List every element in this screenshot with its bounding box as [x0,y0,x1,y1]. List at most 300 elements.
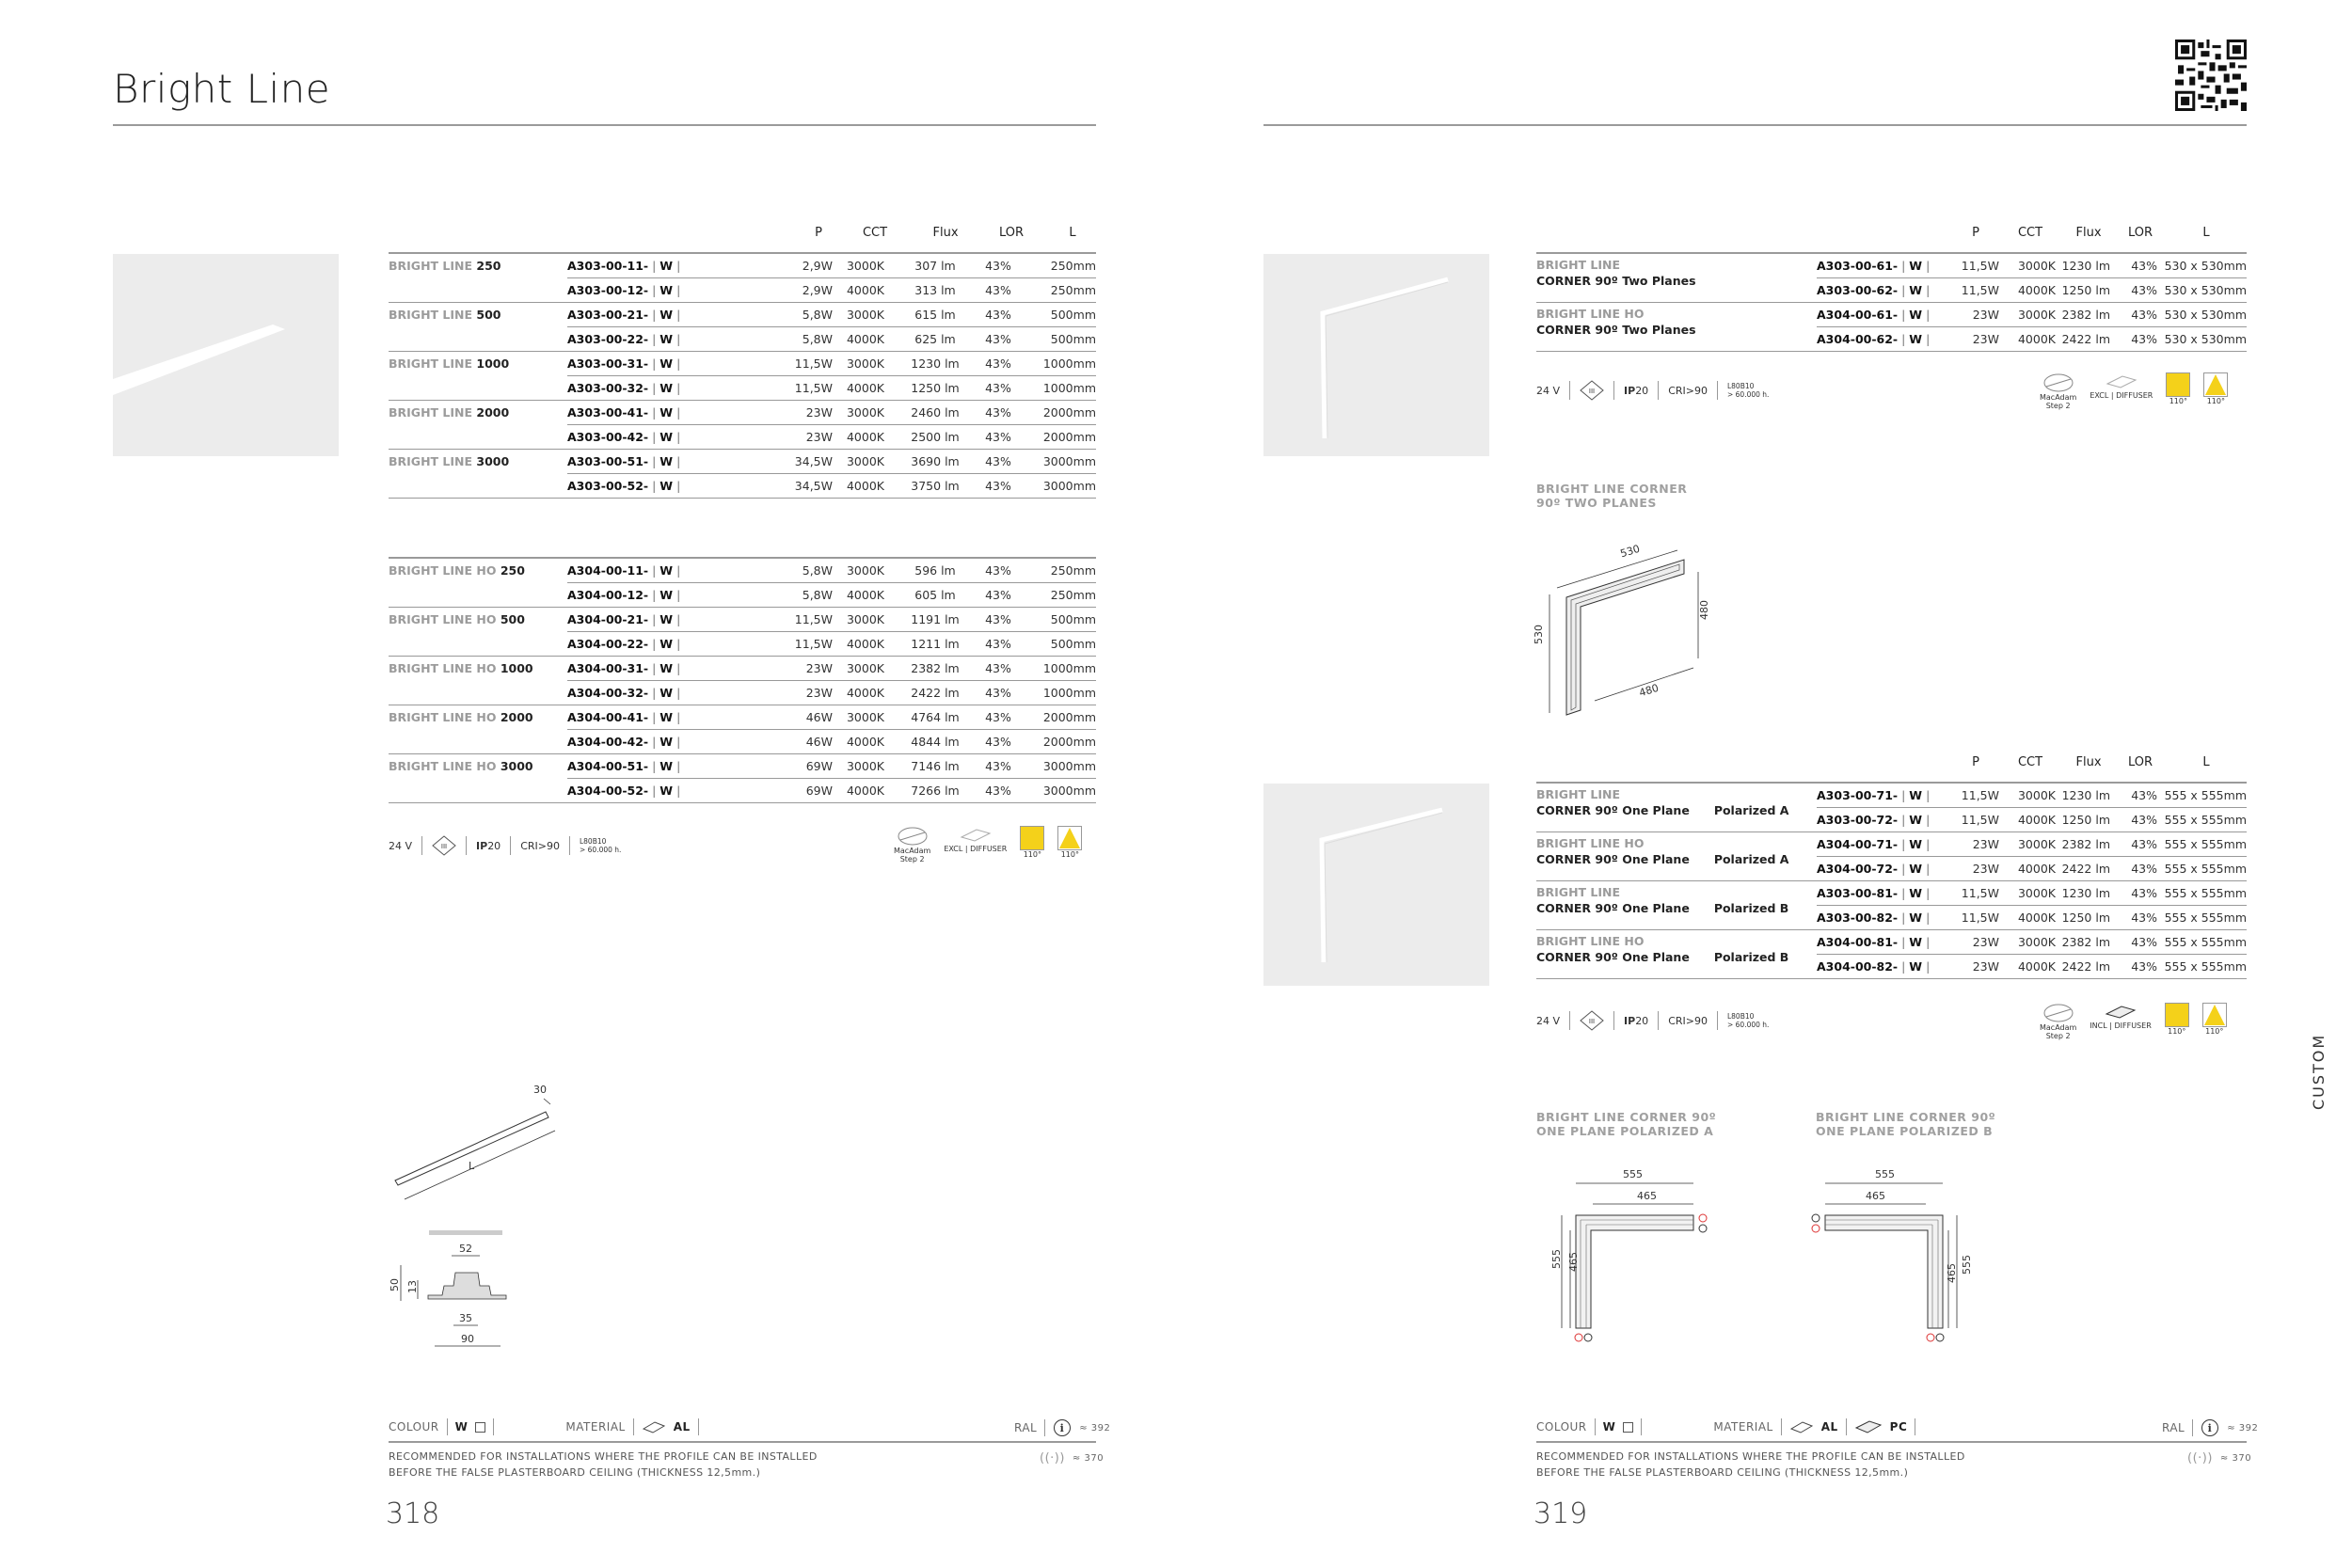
dim-52: 52 [459,1243,472,1255]
dim-555-top-a: 555 [1623,1168,1643,1180]
colour-code: W [660,381,674,395]
corner-polarized-b-drawing [1802,1166,1990,1345]
length-cell: 3000mm [1025,450,1096,474]
length-cell: 250mm [1025,254,1096,278]
footer-ral-right [2162,1418,2258,1437]
product-name-cell [389,401,567,425]
beam-angle-badge-2: 110° [1057,826,1082,859]
lor-cell: 43% [972,608,1025,632]
diffuser-incl-icon [2105,1003,2137,1022]
r2-col-header-p: P [1972,755,1979,769]
positive-pole-icon [1699,1214,1707,1222]
product-family: BRIGHT LINE [1536,885,1621,899]
power-cell: 34,5W [755,474,833,499]
length-cell: 2000mm [1025,425,1096,450]
product-code: A303-00-51- [567,454,649,468]
lor-cell: 43% [972,559,1025,583]
code-cell: A303-00-51- | W | [567,450,755,474]
power-cell: 11,5W [1941,278,1999,303]
colour-value: W [454,1420,469,1433]
cct-cell: 4000K [833,474,898,499]
product-size: 1000 [500,661,533,676]
flux-cell: 1230 lm [898,352,972,376]
flux-cell: 2422 lm [2056,327,2110,352]
length-cell: 2000mm [1025,730,1096,754]
power-cell: 69W [755,779,833,803]
product-family: BRIGHT LINE HO [1536,836,1645,850]
ral-label: RAL [1014,1421,1038,1434]
footer-colour-material-left [389,1418,699,1435]
colour-code: W [1909,911,1923,925]
product-variant [1536,900,1817,916]
beam-square-icon [2166,372,2190,397]
macadam-icon [897,826,929,847]
product-name-cell [389,327,567,352]
code-cell: A304-00-21- | W | [567,608,755,632]
power-cell: 11,5W [755,608,833,632]
title-rule-left [113,124,1096,126]
product-name-cell [389,559,567,583]
polycarbonate-diffuser-icon [1854,1419,1883,1434]
table-row [389,730,1096,754]
specs-row-left [389,835,621,856]
dim-530-top: 530 [1618,542,1642,561]
qr-code-icon[interactable] [2175,40,2247,111]
lor-cell: 43% [2110,955,2157,979]
lor-cell: 43% [972,754,1025,779]
material-al: AL [673,1420,691,1433]
positive-pole-icon [1927,1334,1934,1341]
optics-badges-right-2: MacAdam Step 2 INCL | DIFFUSER 110° 110° [2040,1003,2227,1040]
page-title: Bright Line [113,66,331,112]
beam-triangle-icon [2203,372,2228,397]
install-note-right: RECOMMENDED FOR INSTALLATIONS WHERE THE PROFILE CAN BE INSTALLED BEFORE THE FALSE PLASTERBOARD CEILING (THICKNESS 12,5mm.) [1536,1450,1965,1479]
lor-cell: 43% [972,278,1025,303]
length-cell: 555 x 555mm [2157,881,2247,906]
table-row [1536,254,2247,278]
optics-badges-right-1: MacAdam Step 2 EXCL | DIFFUSER 110° 110° [2040,372,2228,410]
lor-cell: 43% [972,352,1025,376]
code-cell: A304-00-51- | W | [567,754,755,779]
cct-cell: 3000K [833,450,898,474]
dim-530-side: 530 [1533,625,1545,644]
negative-pole-icon [1812,1214,1820,1222]
length-cell: 555 x 555mm [2157,832,2247,857]
product-size: 2000 [500,710,533,725]
dim-555-side-a: 555 [1550,1249,1563,1269]
colour-code: W [660,283,674,297]
power-cell: 23W [1941,327,1999,352]
optics-badges-left [894,826,1082,863]
product-family: BRIGHT LINE HO [389,710,501,725]
cct-cell: 4000K [833,779,898,803]
lor-cell: 43% [2110,254,2157,278]
product-code: A303-00-52- [567,479,649,493]
beam-triangle-icon [1057,826,1082,850]
lor-cell: 43% [972,425,1025,450]
table-row [389,559,1096,583]
lor-cell: 43% [2110,808,2157,832]
length-cell: 3000mm [1025,754,1096,779]
length-cell: 3000mm [1025,474,1096,499]
specs-row-right-1: 24 V III IP20 CRI>90 L80B10 > 60.000 h. [1536,382,1770,399]
length-cell: 555 x 555mm [2157,955,2247,979]
positive-pole-icon [1812,1225,1820,1232]
product-code: A303-00-31- [567,356,649,371]
table-row [389,376,1096,401]
svg-text:i: i [1059,1422,1065,1434]
product-name-cell [389,608,567,632]
code-cell: A304-00-11- | W | [567,559,755,583]
product-name-cell [1536,881,1817,930]
material-al: AL [1820,1420,1838,1433]
code-cell: A304-00-82- | W | [1817,955,1941,979]
cct-cell: 4000K [833,583,898,608]
product-code: A303-00-12- [567,283,649,297]
power-cell: 5,8W [755,559,833,583]
colour-code: W [1909,862,1923,876]
flux-cell: 3750 lm [898,474,972,499]
cct-cell: 4000K [833,425,898,450]
flux-cell: 2382 lm [2056,303,2110,327]
beam-triangle-icon [2202,1003,2227,1027]
cct-cell: 3000K [833,705,898,730]
acoustic-right: ((·)) ≈ 370 [2187,1451,2252,1465]
power-cell: 23W [755,401,833,425]
polarity: Polarized A [1713,852,1789,866]
cct-cell: 4000K [833,278,898,303]
product-family: BRIGHT LINE HO [389,759,501,774]
product-name-cell [389,657,567,681]
product-family: BRIGHT LINE HO [389,563,501,578]
product-name-cell [1536,784,1817,832]
flux-cell: 1191 lm [898,608,972,632]
title-rule-right [1263,124,2247,126]
caption-polarized-a: BRIGHT LINE CORNER 90º ONE PLANE POLARIZED A [1536,1110,1717,1138]
colour-code: W [660,479,674,493]
power-cell: 46W [755,730,833,754]
product-code: A304-00-41- [567,710,649,724]
dim-465-side-b: 465 [1946,1263,1958,1283]
specs-row-right-2: 24 V III IP20 CRI>90 L80B10 > 60.000 h. [1536,1012,1770,1029]
table-row [389,303,1096,327]
power-cell: 2,9W [755,254,833,278]
colour-code: W [1909,935,1923,949]
product-code: A304-00-31- [567,661,649,675]
product-family: BRIGHT LINE HO [1536,307,1645,321]
colour-code: W [660,588,674,602]
polarity: Polarized A [1713,803,1789,817]
product-variant [1536,851,1817,867]
table-row [1536,303,2247,327]
table-row [389,327,1096,352]
colour-label: COLOUR [389,1420,439,1433]
colour-code: W [1909,959,1923,974]
r2-col-header-flux: Flux [2075,755,2102,769]
lor-cell: 43% [972,779,1025,803]
side-tab-custom[interactable]: CUSTOM [2310,1033,2328,1110]
r2-col-header-l: L [2202,755,2210,769]
flux-cell: 313 lm [898,278,972,303]
lor-cell: 43% [972,376,1025,401]
product-name-cell [389,278,567,303]
product-size: 1000 [476,356,510,372]
product-code: A304-00-51- [567,759,649,773]
product-code: A303-00-42- [567,430,649,444]
flux-cell: 7146 lm [898,754,972,779]
code-cell: A304-00-71- | W | [1817,832,1941,857]
sound-icon: ((·)) [1040,1451,1065,1465]
cct-cell: 3000K [833,608,898,632]
info-icon[interactable] [1053,1418,1072,1437]
cct-cell: 3000K [833,401,898,425]
product-variant [1536,322,1817,338]
product-photo-bright-line [113,254,339,456]
product-code: A304-00-42- [567,735,649,749]
lor-cell: 43% [2110,881,2157,906]
beam-square-icon [1020,826,1044,850]
code-cell: A304-00-81- | W | [1817,930,1941,955]
diffuser-icon [960,826,992,845]
product-code: A303-00-21- [567,308,649,322]
lor-cell: 43% [2110,278,2157,303]
power-cell: 5,8W [755,583,833,608]
product-family: BRIGHT LINE HO [1536,934,1645,948]
dim-465-top-b: 465 [1866,1190,1885,1202]
spec-table [1536,784,2247,979]
lor-cell: 43% [2110,784,2157,808]
code-cell: A304-00-62- | W | [1817,327,1941,352]
flux-cell: 3690 lm [898,450,972,474]
power-cell: 11,5W [1941,254,1999,278]
product-variant [1536,273,1817,289]
cct-cell: 3000K [833,559,898,583]
cct-cell: 4000K [1999,906,2056,930]
flux-cell: 2382 lm [2056,930,2110,955]
cct-cell: 3000K [1999,881,2056,906]
cri-label: CRI>90 [520,839,560,852]
length-cell: 555 x 555mm [2157,930,2247,955]
flux-cell: 1230 lm [2056,881,2110,906]
table-row [389,278,1096,303]
voltage-label: 24 V [389,839,413,852]
colour-code: W [1909,837,1923,851]
svg-text:III: III [1588,388,1596,395]
corner-polarized-a-drawing [1529,1166,1717,1345]
length-cell: 530 x 530mm [2157,278,2247,303]
lor-cell: 43% [972,327,1025,352]
colour-value: W [1602,1420,1616,1433]
caption-two-planes: BRIGHT LINE CORNER 90º TWO PLANES [1536,482,1688,510]
colour-code: W [660,454,674,468]
lor-cell: 43% [972,474,1025,499]
table-row [389,352,1096,376]
footer-ral-left [1014,1418,1110,1437]
flux-cell: 2460 lm [898,401,972,425]
code-cell: A303-00-32- | W | [567,376,755,401]
table-row [389,583,1096,608]
product-family: BRIGHT LINE [389,308,477,323]
table-row [389,779,1096,803]
lor-cell: 43% [2110,303,2157,327]
power-cell: 23W [1941,955,1999,979]
dim-L: L [469,1160,475,1172]
colour-code: W [660,637,674,651]
cct-cell: 3000K [833,657,898,681]
code-cell: A303-00-72- | W | [1817,808,1941,832]
product-size: 3000 [476,454,510,469]
cct-cell: 3000K [1999,784,2056,808]
product-size: 500 [476,308,501,323]
page-number-318: 318 [386,1497,440,1530]
cct-cell: 3000K [833,254,898,278]
positive-pole-icon [1575,1334,1582,1341]
r-col-header-p: P [1972,226,1979,240]
info-icon[interactable] [2201,1418,2219,1437]
r2-col-header-cct: CCT [2017,755,2043,769]
product-name-cell [389,450,567,474]
product-code: A303-00-62- [1817,283,1899,297]
svg-text:III: III [440,843,448,850]
product-code: A303-00-82- [1817,911,1899,925]
product-family: BRIGHT LINE [1536,258,1621,272]
code-cell: A303-00-82- | W | [1817,906,1941,930]
footer-colour-material-right [1536,1418,1915,1435]
code-cell: A303-00-71- | W | [1817,784,1941,808]
product-code: A303-00-11- [567,259,649,273]
dim-13: 13 [406,1280,419,1293]
beam-angle-badge-1: 110° [1020,826,1044,859]
flux-cell: 605 lm [898,583,972,608]
svg-text:i: i [2207,1422,2213,1434]
ral-label: RAL [2162,1421,2185,1434]
corner-type: CORNER 90º One Plane [1536,950,1690,964]
colour-code: W [660,759,674,773]
product-name-cell [389,681,567,705]
table-row [1536,784,2247,808]
table-row [389,657,1096,681]
code-cell: A303-00-21- | W | [567,303,755,327]
length-cell: 500mm [1025,327,1096,352]
cct-cell: 4000K [1999,278,2056,303]
flux-cell: 7266 lm [898,779,972,803]
product-name-cell [389,474,567,499]
r-col-header-flux: Flux [2075,226,2102,240]
power-cell: 11,5W [1941,906,1999,930]
product-code: A304-00-82- [1817,959,1899,974]
product-photo-corner-two-planes [1263,254,1489,456]
lor-cell: 43% [972,632,1025,657]
flux-cell: 4844 lm [898,730,972,754]
length-cell: 500mm [1025,632,1096,657]
diffuser-badge: EXCL | DIFFUSER [944,826,1007,853]
product-name-cell [389,583,567,608]
table-row [389,754,1096,779]
cct-cell: 3000K [1999,254,2056,278]
power-cell: 46W [755,705,833,730]
table-row [389,450,1096,474]
product-code: A304-00-61- [1817,308,1899,322]
cct-cell: 4000K [1999,327,2056,352]
length-cell: 2000mm [1025,705,1096,730]
acoustic-left: ((·)) ≈ 370 [1040,1451,1104,1465]
ral-value: ≈ 392 [1079,1422,1111,1433]
product-variant [1536,949,1817,965]
power-cell: 23W [1941,857,1999,881]
length-cell: 250mm [1025,559,1096,583]
aluminium-profile-icon [1789,1419,1814,1434]
length-cell: 555 x 555mm [2157,784,2247,808]
flux-cell: 596 lm [898,559,972,583]
col-header-cct: CCT [862,226,888,240]
flux-cell: 2382 lm [898,657,972,681]
r-col-header-lor: LOR [2127,226,2153,240]
power-cell: 11,5W [755,632,833,657]
product-code: A304-00-22- [567,637,649,651]
flux-cell: 1230 lm [2056,254,2110,278]
cct-cell: 3000K [833,303,898,327]
lor-cell: 43% [2110,930,2157,955]
product-code: A303-00-61- [1817,259,1899,273]
corner-type: CORNER 90º One Plane [1536,852,1690,866]
flux-cell: 2500 lm [898,425,972,450]
product-name-cell [389,352,567,376]
code-cell: A303-00-81- | W | [1817,881,1941,906]
macadam-icon [2042,372,2074,393]
colour-code: W [660,612,674,626]
cct-cell: 4000K [833,632,898,657]
product-code: A303-00-72- [1817,813,1899,827]
negative-pole-icon [1584,1334,1592,1341]
white-swatch-icon [475,1422,485,1433]
colour-code: W [660,686,674,700]
code-cell: A304-00-61- | W | [1817,303,1941,327]
cct-cell: 3000K [1999,930,2056,955]
lor-cell: 43% [972,583,1025,608]
length-cell: 530 x 530mm [2157,327,2247,352]
product-family: BRIGHT LINE HO [389,661,501,676]
product-code: A303-00-71- [1817,788,1899,802]
code-cell: A304-00-42- | W | [567,730,755,754]
power-cell: 69W [755,754,833,779]
table-row [389,705,1096,730]
product-name-cell [389,779,567,803]
code-cell: A304-00-52- | W | [567,779,755,803]
power-cell: 11,5W [755,352,833,376]
power-cell: 11,5W [1941,808,1999,832]
colour-code: W [660,784,674,798]
length-cell: 1000mm [1025,376,1096,401]
page-number-319: 319 [1534,1497,1588,1530]
colour-code: W [1909,886,1923,900]
product-name-cell [389,303,567,327]
spec-table [389,254,1096,499]
lor-cell: 43% [972,303,1025,327]
length-cell: 1000mm [1025,657,1096,681]
code-cell: A304-00-41- | W | [567,705,755,730]
flux-cell: 1250 lm [2056,906,2110,930]
code-cell: A303-00-11- | W | [567,254,755,278]
product-code: A304-00-21- [567,612,649,626]
dim-30: 30 [533,1084,547,1096]
product-size: 3000 [500,759,533,774]
lor-cell: 43% [2110,906,2157,930]
product-name-cell [389,754,567,779]
code-cell: A304-00-32- | W | [567,681,755,705]
table-row [389,608,1096,632]
cct-cell: 4000K [1999,808,2056,832]
colour-code: W [1909,788,1923,802]
